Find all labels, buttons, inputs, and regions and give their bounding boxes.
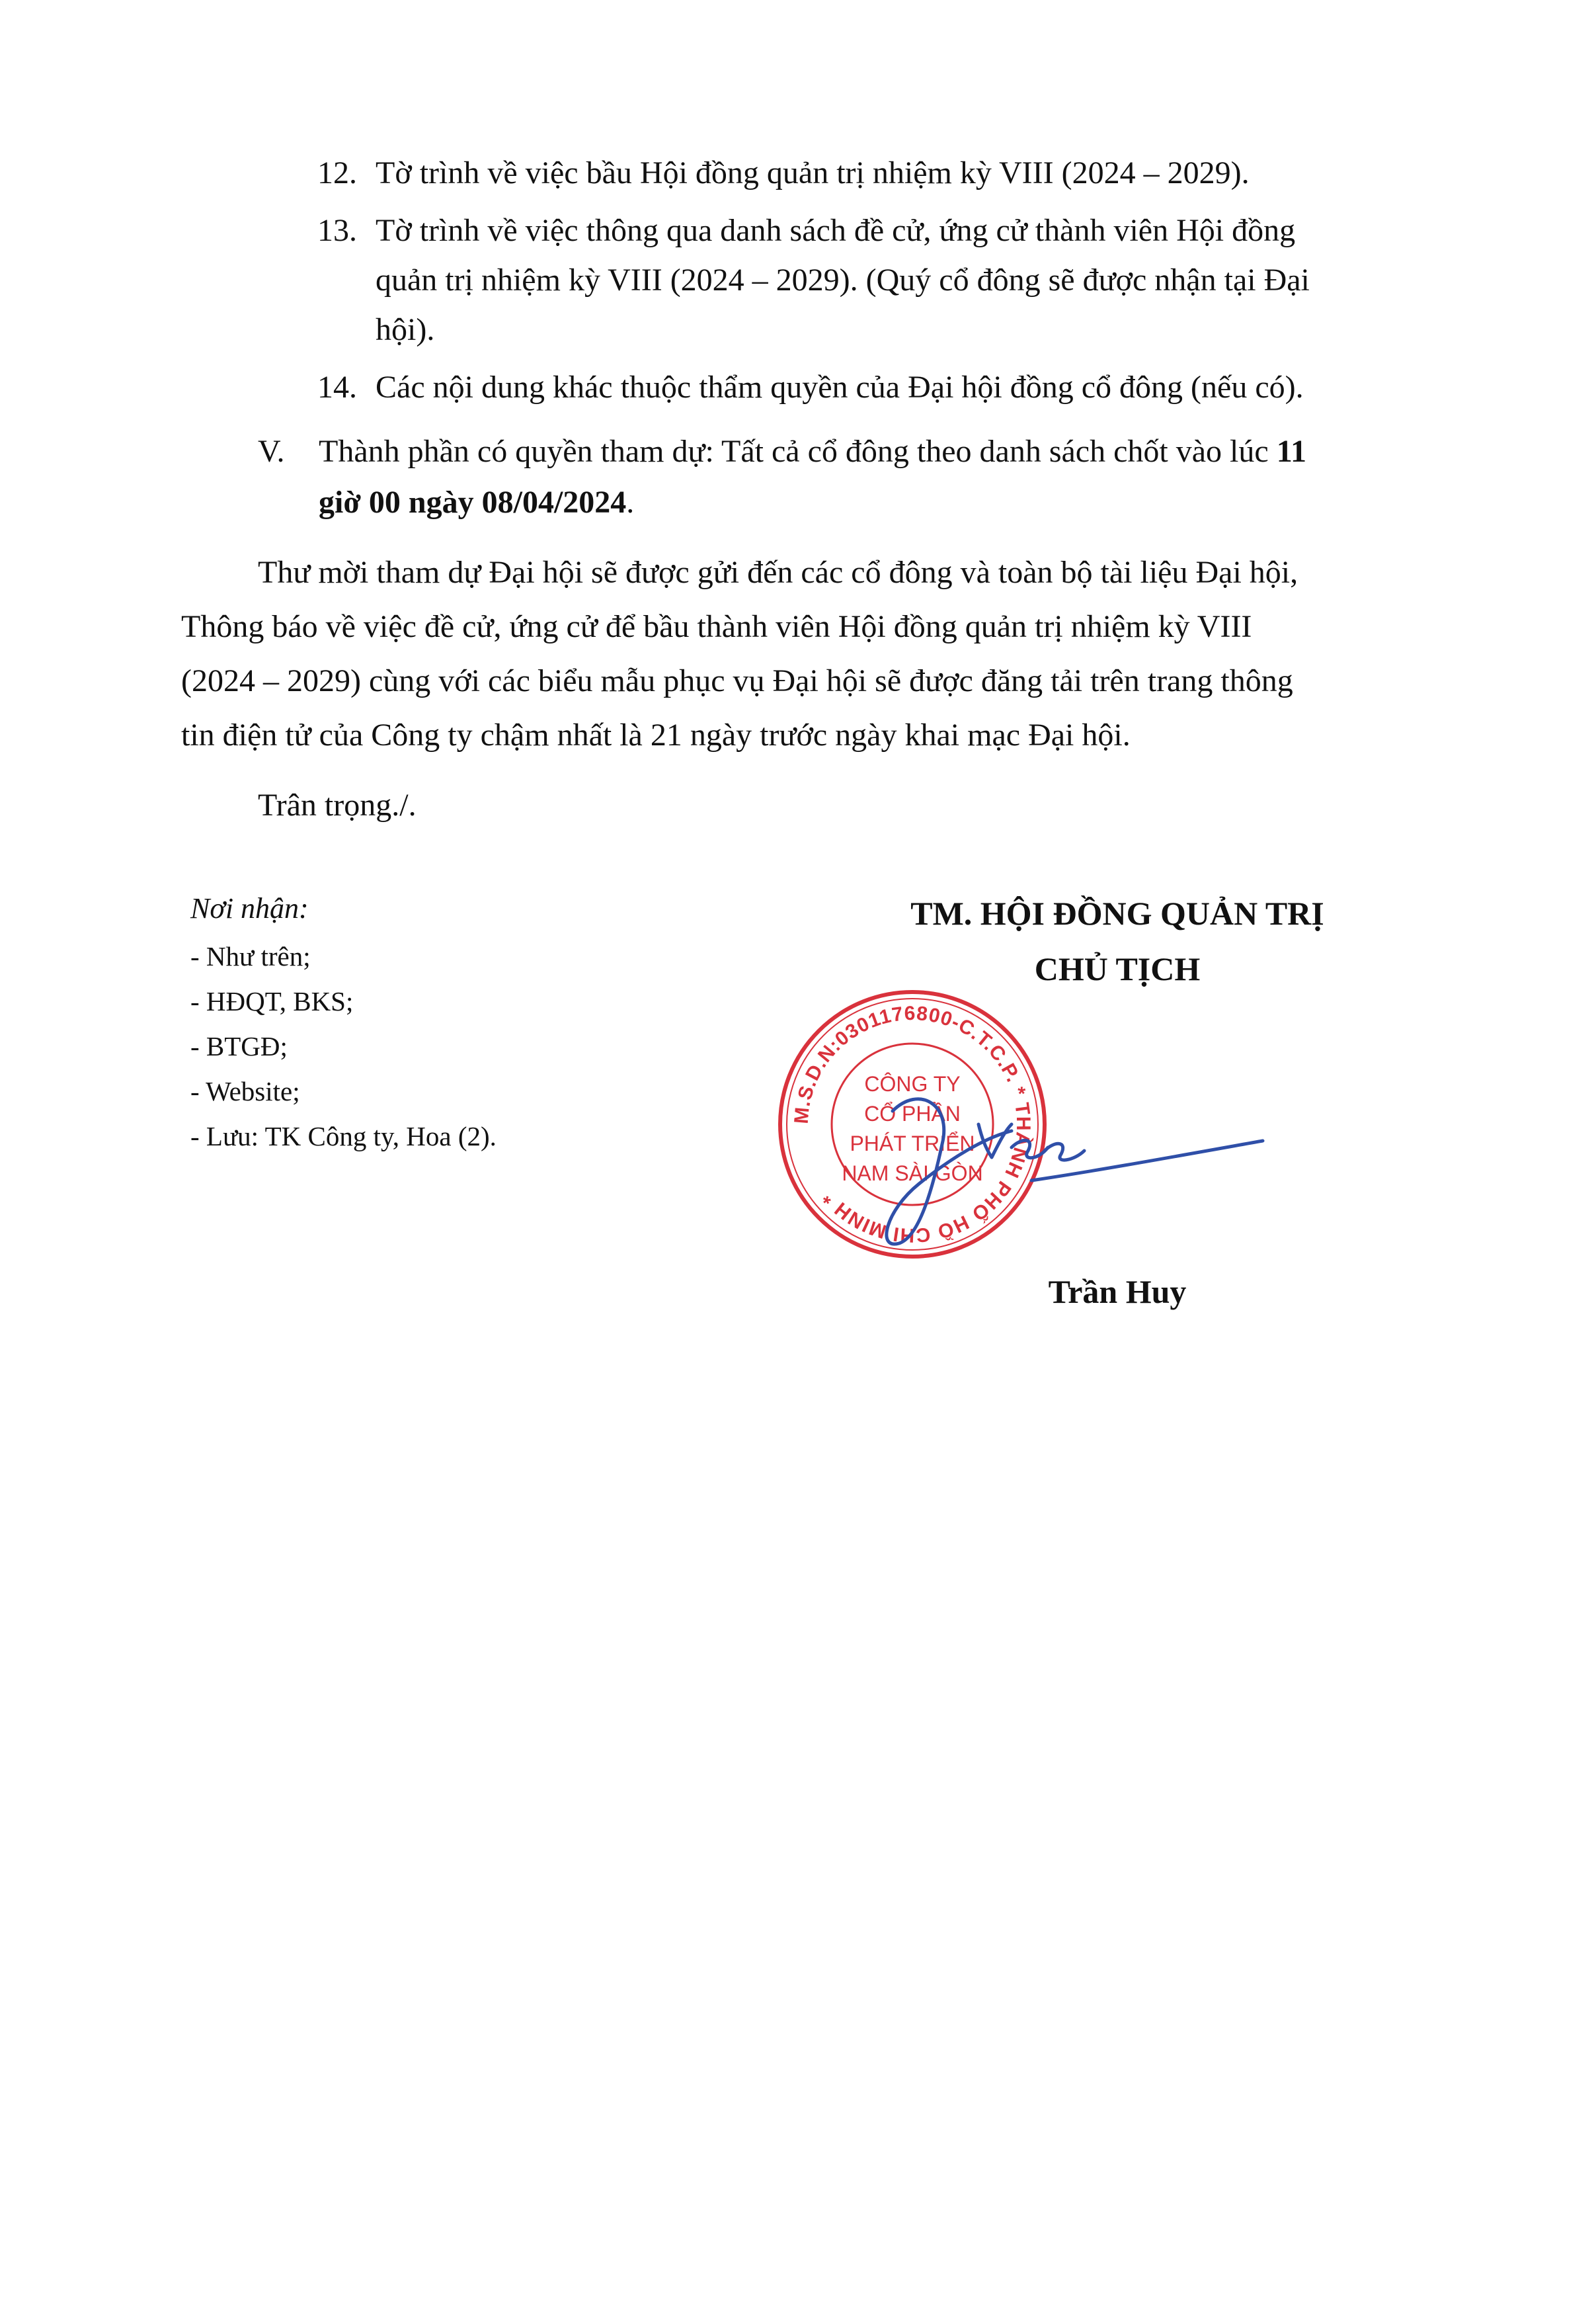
- seal-line: CỔ PHẦN: [864, 1102, 961, 1126]
- recipient-item: - BTGĐ;: [190, 1031, 288, 1061]
- recipient-item: - Như trên;: [190, 941, 311, 972]
- handwritten-signature: [879, 1085, 1289, 1283]
- paragraph-line: Thông báo về việc đề cử, ứng cử để bầu thành viên Hội đồng quản trị nhiệm kỳ VIII: [181, 609, 1252, 644]
- seal-line: NAM SÀI GÒN: [842, 1161, 983, 1185]
- paragraph-line: Thư mời tham dự Đại hội sẽ được gửi đến các cổ đông và toàn bộ tài liệu Đại hội,: [258, 555, 1298, 590]
- recipient-item: - HĐQT, BKS;: [190, 986, 354, 1016]
- item-text-line: Tờ trình về việc bầu Hội đồng quản trị nhiệm kỳ VIII (2024 – 2029).: [376, 155, 1250, 190]
- recipients-title: Nơi nhận:: [190, 892, 309, 925]
- closing-text: Trân trọng./.: [258, 788, 417, 823]
- item-text-line: Các nội dung khác thuộc thẩm quyền của Đại hội đồng cổ đông (nếu có).: [376, 370, 1304, 405]
- section-v-datetime: giờ 00 ngày 08/04/2024: [319, 485, 627, 520]
- recipient-item: - Lưu: TK Công ty, Hoa (2).: [190, 1121, 497, 1151]
- paragraph-line: (2024 – 2029) cùng với các biểu mẫu phục vụ Đại hội sẽ được đăng tải trên trang thông: [181, 663, 1293, 698]
- signature-title: TM. HỘI ĐỒNG QUẢN TRỊ: [910, 895, 1324, 932]
- paragraph-line: tin điện tử của Công ty chậm nhất là 21 ngày trước ngày khai mạc Đại hội.: [181, 718, 1131, 753]
- item-number: 14.: [317, 370, 357, 405]
- seal-ring-text: M.S.D.N:0301176800-C.T.C.P. * THÀNH PHỐ HỒ CHÍ MINH *: [790, 1002, 1035, 1247]
- section-v-line-1: [319, 427, 1460, 476]
- signature-role: CHỦ TỊCH: [1034, 950, 1201, 987]
- item-text-line: quản trị nhiệm kỳ VIII (2024 – 2029). (Quý cổ đông sẽ được nhận tại Đại: [376, 263, 1310, 298]
- recipients-block: [190, 886, 497, 1159]
- item-text-line: hội).: [376, 312, 435, 347]
- item-number: 13.: [317, 213, 357, 248]
- section-v-text: Thành phần có quyền tham dự: Tất cả cổ đông theo danh sách chốt vào lúc: [319, 434, 1269, 469]
- section-v-hour: 11: [1276, 434, 1307, 469]
- seal-line: CÔNG TY: [864, 1072, 961, 1096]
- section-number: V.: [258, 434, 285, 469]
- seal-line: PHÁT TRIỂN: [850, 1132, 975, 1155]
- section-v-line-2: [319, 477, 1112, 527]
- item-number: 12.: [317, 155, 357, 190]
- recipient-item: - Website;: [190, 1076, 300, 1106]
- section-v-period: .: [626, 485, 635, 520]
- item-text-line: Tờ trình về việc thông qua danh sách đề cử, ứng cử thành viên Hội đồng: [376, 213, 1296, 248]
- signer-name: Trần Huy: [1048, 1273, 1187, 1310]
